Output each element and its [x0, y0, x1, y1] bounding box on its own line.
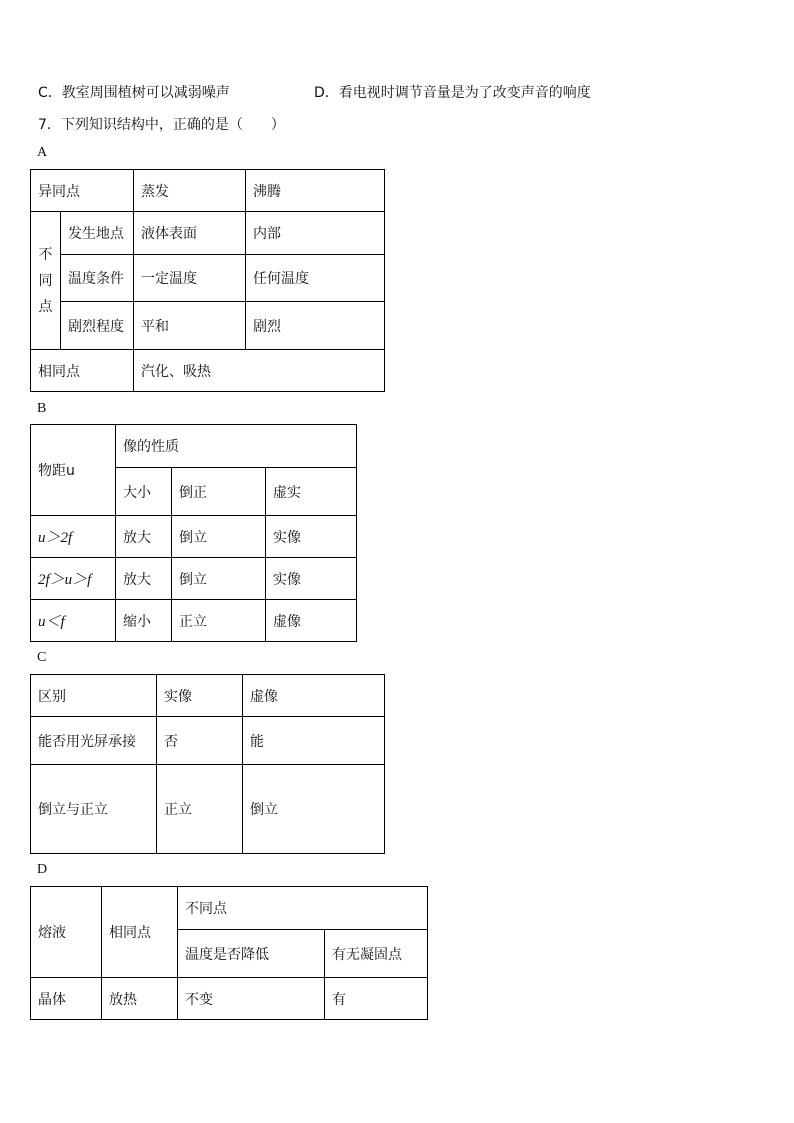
table-cell: 否 — [157, 717, 243, 765]
table-cell: 倒立与正立 — [31, 765, 157, 854]
option-c: C．教室周围植树可以减弱噪声 — [38, 85, 230, 101]
table-cell: 倒立 — [172, 558, 266, 600]
table-row — [31, 675, 385, 717]
option-c-label: C — [37, 650, 47, 665]
table-cell: 剧烈 — [246, 302, 385, 350]
table-cell: 一定温度 — [134, 255, 246, 302]
option-d-label: D — [37, 862, 48, 877]
table-cell: 沸腾 — [246, 170, 385, 212]
table-cell: 有 — [325, 978, 428, 1020]
table-cell: 相同点 — [31, 350, 134, 392]
table-cell: 异同点 — [31, 170, 134, 212]
table-cell: 像的性质 — [116, 425, 357, 468]
vertical-header-cell — [31, 212, 61, 350]
table-cell: 晶体 — [31, 978, 102, 1020]
option-a-label: A — [37, 145, 48, 160]
option-b-label: B — [37, 401, 47, 416]
table-cell: 物距u — [31, 425, 116, 516]
table-cell: 有无凝固点 — [325, 930, 428, 978]
table-row — [31, 717, 385, 765]
table-cell: 温度是否降低 — [178, 930, 325, 978]
table-cell: 虚像 — [266, 600, 357, 642]
table-row — [31, 765, 385, 854]
table-a — [30, 169, 385, 392]
table-b — [30, 424, 357, 642]
table-cell: 区别 — [31, 675, 157, 717]
table-cell: 缩小 — [116, 600, 172, 642]
table-row — [31, 558, 357, 600]
table-cell: 虚实 — [266, 468, 357, 516]
table-cell: 能 — [243, 717, 385, 765]
table-row — [31, 425, 357, 468]
table-c — [30, 674, 385, 854]
table-cell: 温度条件 — [61, 255, 134, 302]
table-row — [31, 887, 428, 930]
table-cell: 能否用光屏承接 — [31, 717, 157, 765]
table-cell: 2f＞u＞f — [31, 558, 116, 600]
table-cell: 倒立 — [172, 516, 266, 558]
table-cell: u＜f — [31, 600, 116, 642]
table-cell: 任何温度 — [246, 255, 385, 302]
table-cell: 内部 — [246, 212, 385, 255]
table-cell: 发生地点 — [61, 212, 134, 255]
table-cell: 实像 — [266, 516, 357, 558]
table-cell: 蒸发 — [134, 170, 246, 212]
option-d: D．看电视时调节音量是为了改变声音的响度 — [314, 85, 591, 101]
table-row — [31, 170, 385, 212]
table-row — [31, 516, 357, 558]
table-row — [31, 212, 385, 255]
table-d — [30, 886, 428, 1020]
table-row — [31, 302, 385, 350]
table-cell: 大小 — [116, 468, 172, 516]
table-cell: 实像 — [266, 558, 357, 600]
table-cell: 熔液 — [31, 887, 102, 978]
question-7: 7．下列知识结构中，正确的是（ ） — [38, 117, 285, 133]
table-cell: 相同点 — [102, 887, 178, 978]
table-cell: 不同点 — [178, 887, 428, 930]
table-cell: 放大 — [116, 558, 172, 600]
table-cell: 不变 — [178, 978, 325, 1020]
table-cell: 正立 — [157, 765, 243, 854]
table-cell: 倒正 — [172, 468, 266, 516]
table-row — [31, 978, 428, 1020]
table-cell: u＞2f — [31, 516, 116, 558]
table-cell: 汽化、吸热 — [134, 350, 385, 392]
table-cell: 虚像 — [243, 675, 385, 717]
table-cell: 液体表面 — [134, 212, 246, 255]
table-cell: 平和 — [134, 302, 246, 350]
table-cell: 正立 — [172, 600, 266, 642]
table-cell: 放热 — [102, 978, 178, 1020]
table-cell: 剧烈程度 — [61, 302, 134, 350]
table-cell: 放大 — [116, 516, 172, 558]
diff-label: 不同点 — [38, 246, 53, 315]
table-cell: 实像 — [157, 675, 243, 717]
table-row — [31, 350, 385, 392]
table-row — [31, 255, 385, 302]
table-cell: 倒立 — [243, 765, 385, 854]
table-row — [31, 600, 357, 642]
